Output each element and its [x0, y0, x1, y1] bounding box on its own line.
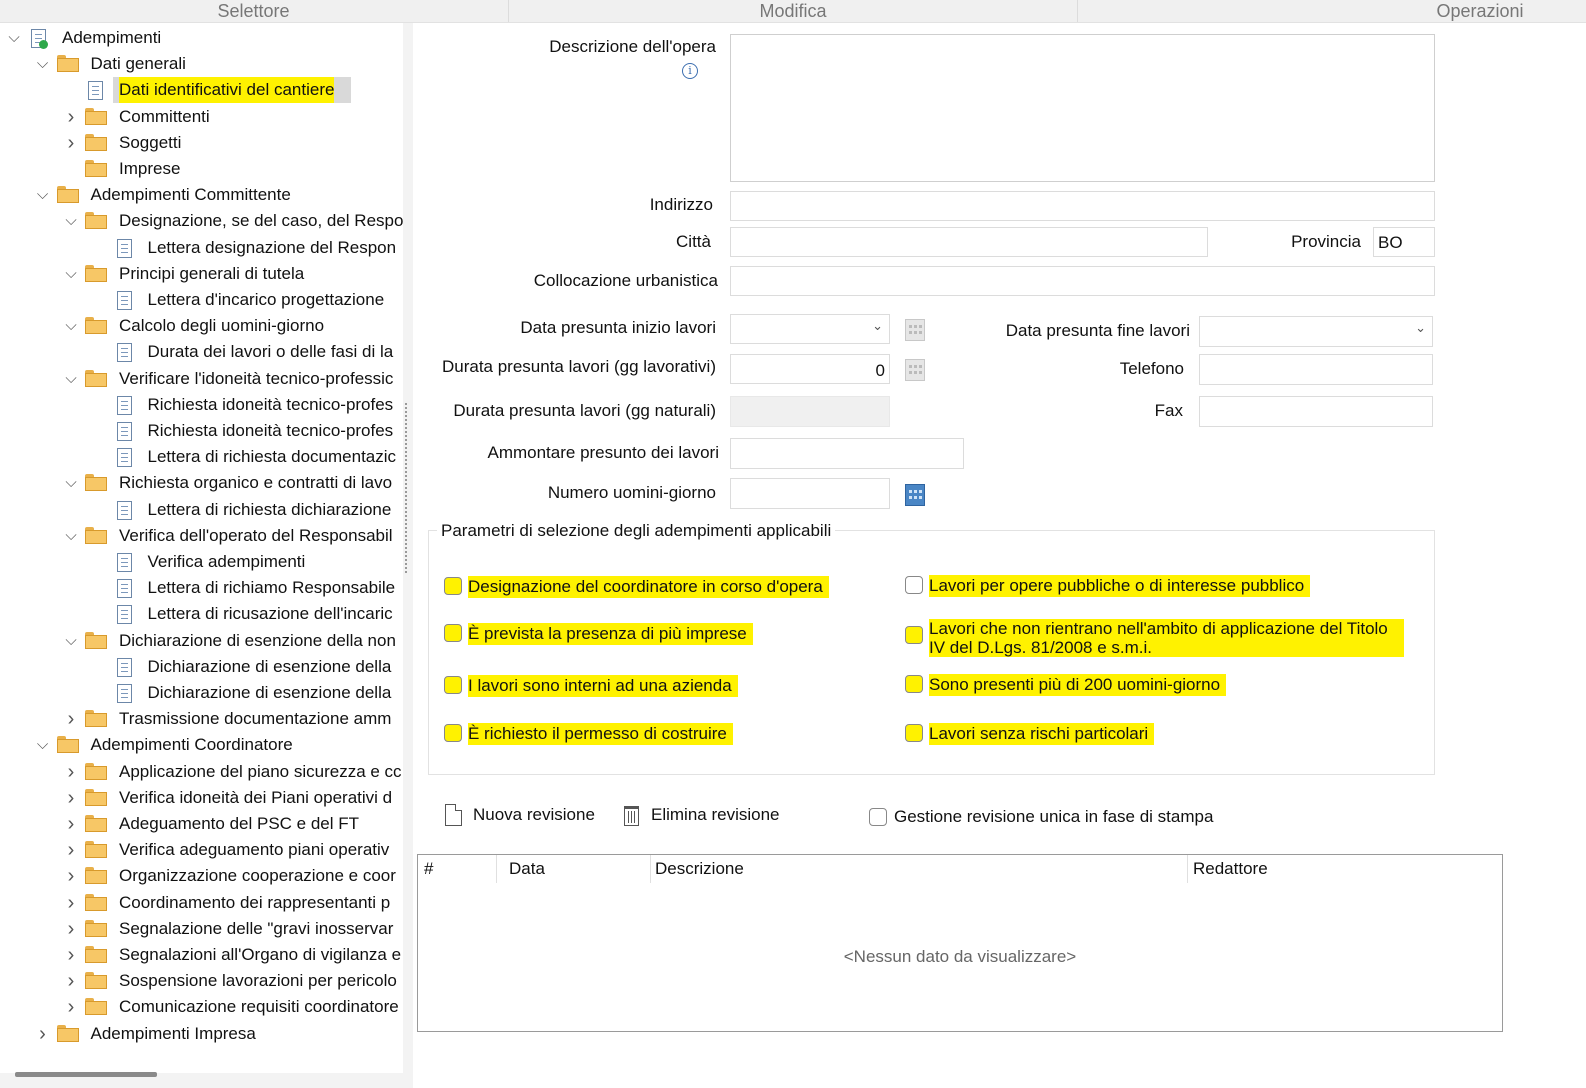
- fine-label: Data presunta fine lavori: [1005, 321, 1190, 340]
- chevron-right-icon[interactable]: ›: [67, 996, 75, 1019]
- tree-item-label: Principi generali di tutela: [119, 263, 305, 283]
- chevron-down-icon[interactable]: ⌵: [65, 264, 77, 282]
- tree-item[interactable]: [0, 208, 403, 234]
- tree-item[interactable]: [0, 575, 403, 601]
- tree-item-label: Coordinamento dei rappresentanti p: [119, 892, 391, 912]
- section-header: [0, 0, 1586, 23]
- chevron-down-icon[interactable]: ⌵: [65, 369, 77, 387]
- param-checkbox[interactable]: [444, 624, 462, 642]
- indirizzo-input[interactable]: [730, 191, 1435, 221]
- tree-item[interactable]: [0, 968, 403, 994]
- document-icon: [117, 684, 132, 703]
- document-icon: [117, 291, 132, 310]
- tree-item[interactable]: [0, 470, 403, 496]
- folder-icon: [85, 946, 107, 962]
- param-checkbox[interactable]: [905, 626, 923, 644]
- tree-item-label: Lettera di ricusazione dell'incaric: [147, 604, 393, 624]
- param-checkbox[interactable]: [905, 724, 923, 742]
- folder-icon: [85, 265, 107, 281]
- folder-icon: [85, 841, 107, 857]
- param-label: Lavori che non rientrano nell'ambito di applicazione del Titolo IV del D.Lgs. 81/2008 e s.m.i.: [929, 619, 1404, 657]
- param-checkbox[interactable]: [444, 676, 462, 694]
- durata-naturali-input: [730, 396, 890, 427]
- provincia-input[interactable]: BO: [1373, 227, 1435, 257]
- tree-item[interactable]: [0, 785, 403, 811]
- tree-item-label: Adeguamento del PSC e del FT: [119, 814, 360, 833]
- root-document-icon: [31, 29, 46, 48]
- indirizzo-label: Indirizzo: [649, 195, 713, 214]
- chevron-down-icon[interactable]: ⌵: [36, 55, 49, 73]
- tree-item-label: Designazione, se del caso, del Respo: [119, 211, 403, 231]
- param-checkbox[interactable]: [905, 675, 923, 693]
- fine-date-picker[interactable]: [1199, 316, 1433, 347]
- chevron-down-icon[interactable]: ⌵: [36, 736, 49, 754]
- folder-icon: [85, 134, 107, 150]
- tree-item-label: Richiesta idoneità tecnico-profes: [147, 421, 394, 440]
- document-icon: [117, 553, 132, 572]
- tree-item[interactable]: [0, 837, 403, 863]
- tree-item[interactable]: [0, 1021, 403, 1047]
- chevron-right-icon[interactable]: ›: [67, 970, 75, 993]
- tree-item[interactable]: [0, 339, 403, 365]
- tree-item[interactable]: [0, 523, 403, 549]
- selector-header: Selettore: [217, 1, 290, 21]
- chevron-right-icon[interactable]: ›: [67, 813, 75, 835]
- tree-item-label: Soggetti: [119, 132, 182, 152]
- tree-item-label: Dichiarazione di esenzione della non: [119, 630, 396, 650]
- uomini-input[interactable]: [730, 478, 890, 509]
- tree-item[interactable]: [0, 182, 403, 208]
- chevron-right-icon[interactable]: ›: [67, 944, 75, 966]
- tree-item[interactable]: [0, 811, 403, 837]
- tree-item-label: Verifica idoneità dei Piani operativi d: [119, 787, 393, 807]
- tree-item[interactable]: [0, 313, 403, 339]
- folder-icon: [85, 920, 107, 936]
- tree-item-label: Trasmissione documentazione amm: [119, 709, 392, 729]
- tree-item-label: Lettera d'incarico progettazione: [147, 290, 385, 309]
- tree-item[interactable]: [0, 497, 403, 523]
- citta-label: Città: [676, 232, 711, 251]
- param-label: Designazione del coordinatore in corso d'opera: [468, 576, 829, 598]
- tree-item-label: Calcolo degli uomini-giorno: [119, 316, 325, 336]
- tree-item[interactable]: [0, 77, 403, 103]
- tree-item[interactable]: [0, 601, 403, 627]
- operations-header: Operazioni: [1436, 1, 1524, 21]
- chevron-down-icon[interactable]: ⌄: [872, 318, 883, 333]
- tree-item-label: Sospensione lavorazioni per pericolo: [119, 971, 397, 991]
- tree-item-label: Adempimenti Coordinatore: [90, 735, 293, 755]
- calculator-icon[interactable]: [905, 359, 925, 381]
- tree-item[interactable]: [0, 418, 403, 444]
- tree-item[interactable]: [0, 156, 403, 182]
- folder-icon: [85, 815, 107, 831]
- tree-item[interactable]: [0, 549, 403, 575]
- tree-item-label: Verifica adempimenti: [147, 552, 306, 571]
- citta-input[interactable]: [730, 227, 1208, 257]
- uomini-label: Numero uomini-giorno: [547, 483, 716, 502]
- chevron-down-icon[interactable]: ⌵: [65, 212, 77, 230]
- chevron-right-icon[interactable]: ›: [67, 917, 75, 940]
- param-label: Lavori senza rischi particolari: [929, 723, 1154, 745]
- folder-icon: [85, 212, 107, 228]
- ammontare-input[interactable]: [730, 438, 964, 469]
- chevron-right-icon[interactable]: ›: [67, 105, 75, 128]
- folder-icon: [57, 186, 79, 202]
- calculator-icon[interactable]: [905, 319, 925, 341]
- params-title: Parametri di selezione degli adempimenti applicabili: [437, 521, 835, 541]
- tree-item-label: Lettera di richiesta documentazic: [147, 447, 397, 467]
- tree-item-label: Segnalazioni all'Organo di vigilanza e: [119, 945, 402, 964]
- descrizione-textarea[interactable]: [730, 34, 1435, 182]
- chevron-down-icon[interactable]: ⌵: [8, 29, 20, 46]
- tree-item-label: Durata dei lavori o delle fasi di la: [147, 342, 394, 362]
- fax-label: Fax: [1154, 401, 1183, 420]
- tree-item-label: Dichiarazione di esenzione della: [147, 683, 392, 702]
- telefono-label: Telefono: [1119, 359, 1184, 378]
- grid-empty-message: <Nessun dato da visualizzare>: [843, 947, 1077, 966]
- tree-horizontal-scrollbar[interactable]: [15, 1072, 157, 1077]
- tree-item[interactable]: [0, 916, 403, 942]
- folder-icon: [57, 1025, 79, 1041]
- tree-item[interactable]: [0, 287, 403, 313]
- tree-item-label: Verifica adeguamento piani operativ: [119, 840, 390, 860]
- chevron-right-icon[interactable]: ›: [67, 708, 75, 731]
- tree-item[interactable]: [0, 51, 403, 77]
- document-icon: [88, 81, 103, 100]
- param-checkbox[interactable]: [444, 724, 462, 742]
- edit-header: Modifica: [759, 1, 827, 21]
- tree-item-label: Dichiarazione di esenzione della: [147, 656, 392, 676]
- tree-item-label: Lettera di richiesta dichiarazione: [147, 499, 392, 519]
- trash-icon[interactable]: [624, 806, 639, 826]
- chevron-right-icon[interactable]: ›: [67, 865, 75, 888]
- tree-item-label: Adempimenti Committente: [90, 185, 291, 205]
- tree-item-label: Committenti: [119, 106, 210, 126]
- tree-item-label: Applicazione del piano sicurezza e cc: [119, 761, 402, 781]
- tree-item-label: Imprese: [119, 159, 181, 178]
- tree-item-label: Lettera designazione del Respon: [147, 237, 397, 257]
- chevron-right-icon[interactable]: ›: [67, 891, 75, 914]
- folder-icon: [85, 867, 107, 883]
- param-checkbox[interactable]: [444, 577, 462, 595]
- folder-icon: [57, 55, 79, 71]
- chevron-right-icon[interactable]: ›: [67, 760, 75, 783]
- durata-lavorativi-label: Durata presunta lavori (gg lavorativi): [441, 357, 716, 376]
- calculator-icon[interactable]: [905, 484, 925, 506]
- revisions-grid[interactable]: [417, 854, 1503, 1032]
- document-icon: [117, 343, 132, 362]
- folder-icon: [85, 972, 107, 988]
- tree-item[interactable]: [0, 680, 403, 706]
- param-label: Sono presenti più di 200 uomini-giorno: [929, 674, 1226, 696]
- collocazione-label: Collocazione urbanistica: [533, 271, 718, 290]
- tree-item-label: Comunicazione requisiti coordinatore: [119, 997, 399, 1017]
- chevron-down-icon[interactable]: ⌵: [65, 631, 77, 649]
- fax-input[interactable]: [1199, 396, 1433, 427]
- tree-item-label: Segnalazione delle "gravi inosservar: [119, 918, 394, 938]
- tree-item-label: Dati generali: [90, 54, 186, 74]
- folder-icon: [85, 789, 107, 805]
- durata-naturali-label: Durata presunta lavori (gg naturali): [453, 401, 716, 420]
- tree-item[interactable]: [0, 628, 403, 654]
- new-document-icon[interactable]: [445, 804, 462, 826]
- chevron-right-icon[interactable]: ›: [39, 1022, 46, 1045]
- folder-icon: [85, 527, 107, 543]
- tree-item[interactable]: [0, 261, 403, 287]
- tree-item[interactable]: [0, 706, 403, 732]
- tree-item-label: Organizzazione cooperazione e coor: [119, 866, 396, 886]
- folder-icon: [85, 710, 107, 726]
- chevron-right-icon[interactable]: ›: [67, 839, 75, 862]
- folder-icon: [85, 474, 107, 490]
- folder-icon: [85, 160, 107, 176]
- tree-item[interactable]: [0, 235, 403, 261]
- tree-item-label: Richiesta idoneità tecnico-profes: [147, 394, 394, 414]
- col-number-header[interactable]: #: [424, 859, 434, 878]
- tree-item[interactable]: [0, 732, 403, 758]
- document-icon: [117, 396, 132, 415]
- tree-panel[interactable]: [0, 23, 403, 1073]
- chevron-down-icon[interactable]: ⌵: [65, 526, 77, 544]
- folder-icon: [85, 317, 107, 333]
- inizio-label: Data presunta inizio lavori: [520, 318, 716, 337]
- tree-item[interactable]: [0, 654, 403, 680]
- tree-item[interactable]: [0, 759, 403, 785]
- column-separator: [650, 855, 651, 883]
- document-icon: [117, 422, 132, 441]
- nuova-revisione-button[interactable]: Nuova revisione: [473, 805, 595, 824]
- col-descrizione-header[interactable]: Descrizione: [655, 859, 744, 878]
- tree-item-label: Dati identificativi del cantiere: [119, 77, 334, 103]
- tree-item-label: Lettera di richiamo Responsabile: [147, 578, 396, 598]
- param-label: È prevista la presenza di più imprese: [468, 623, 753, 645]
- document-icon: [117, 658, 132, 677]
- folder-icon: [85, 632, 107, 648]
- durata-lavorativi-input[interactable]: 0: [730, 354, 890, 384]
- tree-item[interactable]: [0, 392, 403, 418]
- chevron-down-icon[interactable]: ⌵: [65, 317, 77, 335]
- chevron-right-icon[interactable]: ›: [67, 131, 75, 154]
- tree-item[interactable]: [0, 104, 403, 130]
- param-label: Lavori per opere pubbliche o di interesse pubblico: [929, 575, 1310, 597]
- tree-item-label: Verificare l'idoneità tecnico-professic: [119, 368, 394, 388]
- col-data-header[interactable]: Data: [509, 859, 545, 878]
- tree-item[interactable]: [0, 994, 403, 1020]
- folder-icon: [85, 998, 107, 1014]
- folder-icon: [85, 370, 107, 386]
- header-divider: [1077, 0, 1078, 22]
- folder-icon: [85, 763, 107, 779]
- panel-splitter[interactable]: [403, 23, 413, 1073]
- revisione-unica-checkbox[interactable]: [869, 808, 887, 826]
- tree-item[interactable]: [0, 890, 403, 916]
- ammontare-label: Ammontare presunto dei lavori: [487, 443, 719, 462]
- col-redattore-header[interactable]: Redattore: [1193, 859, 1268, 878]
- tree-item[interactable]: [0, 366, 403, 392]
- tree-item-label: Richiesta organico e contratti di lavo: [119, 473, 393, 493]
- tree-item[interactable]: [0, 130, 403, 156]
- telefono-input[interactable]: [1199, 354, 1433, 385]
- tree-item-label: Verifica dell'operato del Responsabil: [119, 525, 393, 545]
- tree-item-label: Adempimenti Impresa: [90, 1023, 256, 1043]
- splitter-grip[interactable]: [405, 403, 410, 573]
- column-separator: [496, 855, 497, 883]
- info-icon[interactable]: i: [682, 63, 698, 79]
- document-icon: [117, 448, 132, 467]
- folder-icon: [57, 736, 79, 752]
- param-label: È richiesto il permesso di costruire: [468, 723, 733, 745]
- document-icon: [117, 605, 132, 624]
- tree-item[interactable]: [0, 444, 403, 470]
- chevron-down-icon[interactable]: ⌵: [65, 474, 77, 492]
- provincia-label: Provincia: [1291, 232, 1361, 251]
- tree-item[interactable]: [0, 863, 403, 889]
- folder-icon: [85, 894, 107, 910]
- edit-panel: [413, 23, 1586, 1088]
- param-label: I lavori sono interni ad una azienda: [468, 675, 738, 697]
- chevron-down-icon[interactable]: ⌵: [36, 186, 49, 204]
- document-icon: [117, 579, 132, 598]
- collocazione-input[interactable]: [730, 266, 1435, 296]
- revisione-unica-label: Gestione revisione unica in fase di stampa: [894, 807, 1214, 826]
- tree-item-label: Adempimenti: [62, 28, 162, 47]
- document-icon: [117, 239, 132, 258]
- chevron-down-icon[interactable]: ⌄: [1415, 320, 1426, 335]
- descrizione-label: Descrizione dell'opera: [549, 37, 716, 56]
- param-checkbox[interactable]: [905, 576, 923, 594]
- column-separator: [1187, 855, 1188, 883]
- elimina-revisione-button[interactable]: Elimina revisione: [651, 805, 780, 824]
- tree-item[interactable]: [0, 25, 403, 51]
- folder-icon: [85, 108, 107, 124]
- inizio-date-picker[interactable]: [730, 314, 890, 344]
- tree-item[interactable]: [0, 942, 403, 968]
- document-icon: [117, 501, 132, 520]
- chevron-right-icon[interactable]: ›: [67, 786, 75, 809]
